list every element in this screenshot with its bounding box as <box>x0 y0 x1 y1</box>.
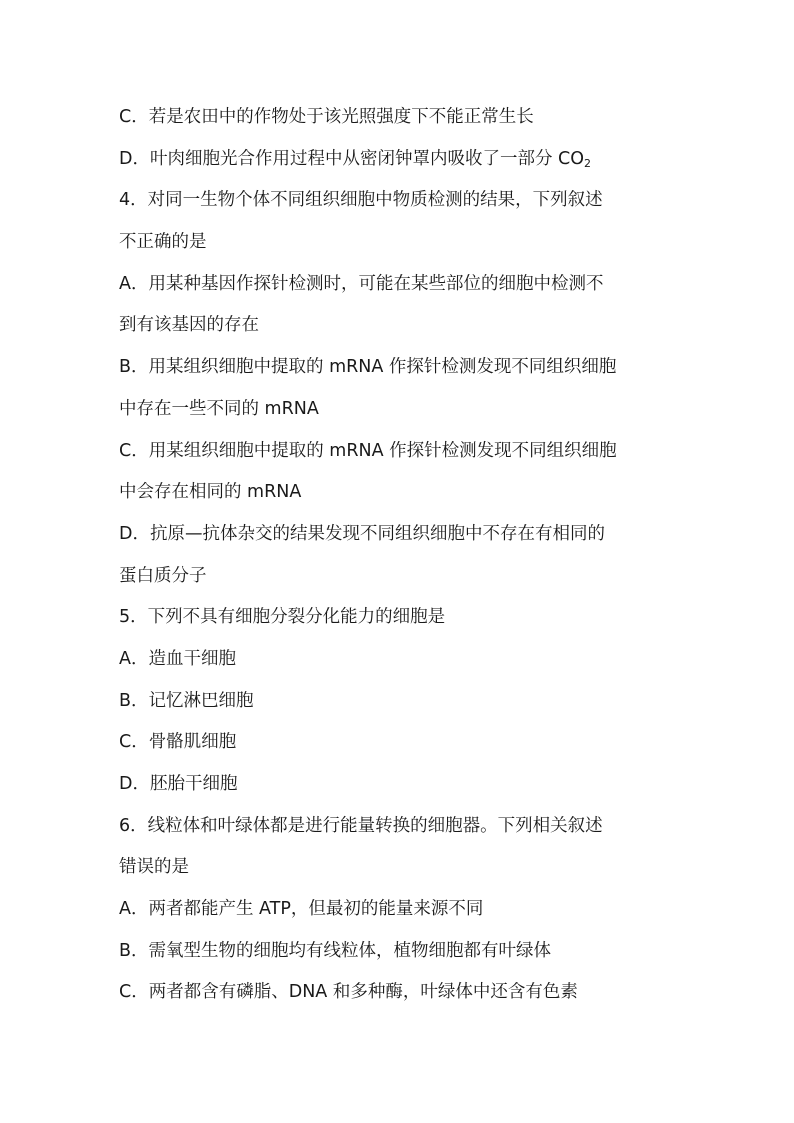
option-5d: D．胚胎干细胞 <box>119 774 238 794</box>
option-4b-cont: 中存在一些不同的 mRNA <box>119 398 319 419</box>
question-4-stem: 4．对同一生物个体不同组织细胞中物质检测的结果，下列叙述 <box>119 190 603 211</box>
option-6b: B．需氧型生物的细胞均有线粒体，植物细胞都有叶绿体 <box>119 940 552 961</box>
option-5c: C．骨骼肌细胞 <box>119 732 237 753</box>
question-4-stem-cont: 不正确的是 <box>119 232 207 253</box>
option-4c: C．用某组织细胞中提取的 mRNA 作探针检测发现不同组织细胞 <box>119 440 617 461</box>
option-5a: A．造血干细胞 <box>119 648 236 669</box>
option-4a-cont: 到有该基因的存在 <box>119 315 259 336</box>
co2-subscript: 2 <box>584 156 592 170</box>
question-5-stem: 5．下列不具有细胞分裂分化能力的细胞是 <box>119 607 446 628</box>
option-5b: B．记忆淋巴细胞 <box>119 690 254 711</box>
option-4a: A．用某种基因作探针检测时，可能在某些部位的细胞中检测不 <box>119 273 604 294</box>
question-6-stem-cont: 错误的是 <box>119 857 189 878</box>
question-6-stem: 6．线粒体和叶绿体都是进行能量转换的细胞器。下列相关叙述 <box>119 815 603 836</box>
option-4b: B．用某组织细胞中提取的 mRNA 作探针检测发现不同组织细胞 <box>119 357 617 378</box>
option-4d: D．抗原—抗体杂交的结果发现不同组织细胞中不存在有相同的 <box>119 523 605 544</box>
question-text-block <box>119 101 679 1018</box>
option-6a: A．两者都能产生 ATP，但最初的能量来源不同 <box>119 899 484 920</box>
option-4d-cont: 蛋白质分子 <box>119 565 207 586</box>
option-6c: C．两者都含有磷脂、DNA 和多种酶，叶绿体中还含有色素 <box>119 982 578 1003</box>
option-3c: C．若是农田中的作物处于该光照强度下不能正常生长 <box>119 107 534 127</box>
option-3d: D．叶肉细胞光合作用过程中从密闭钟罩内吸收了一部分 CO2 <box>119 148 592 170</box>
option-4c-cont: 中会存在相同的 mRNA <box>119 482 302 503</box>
